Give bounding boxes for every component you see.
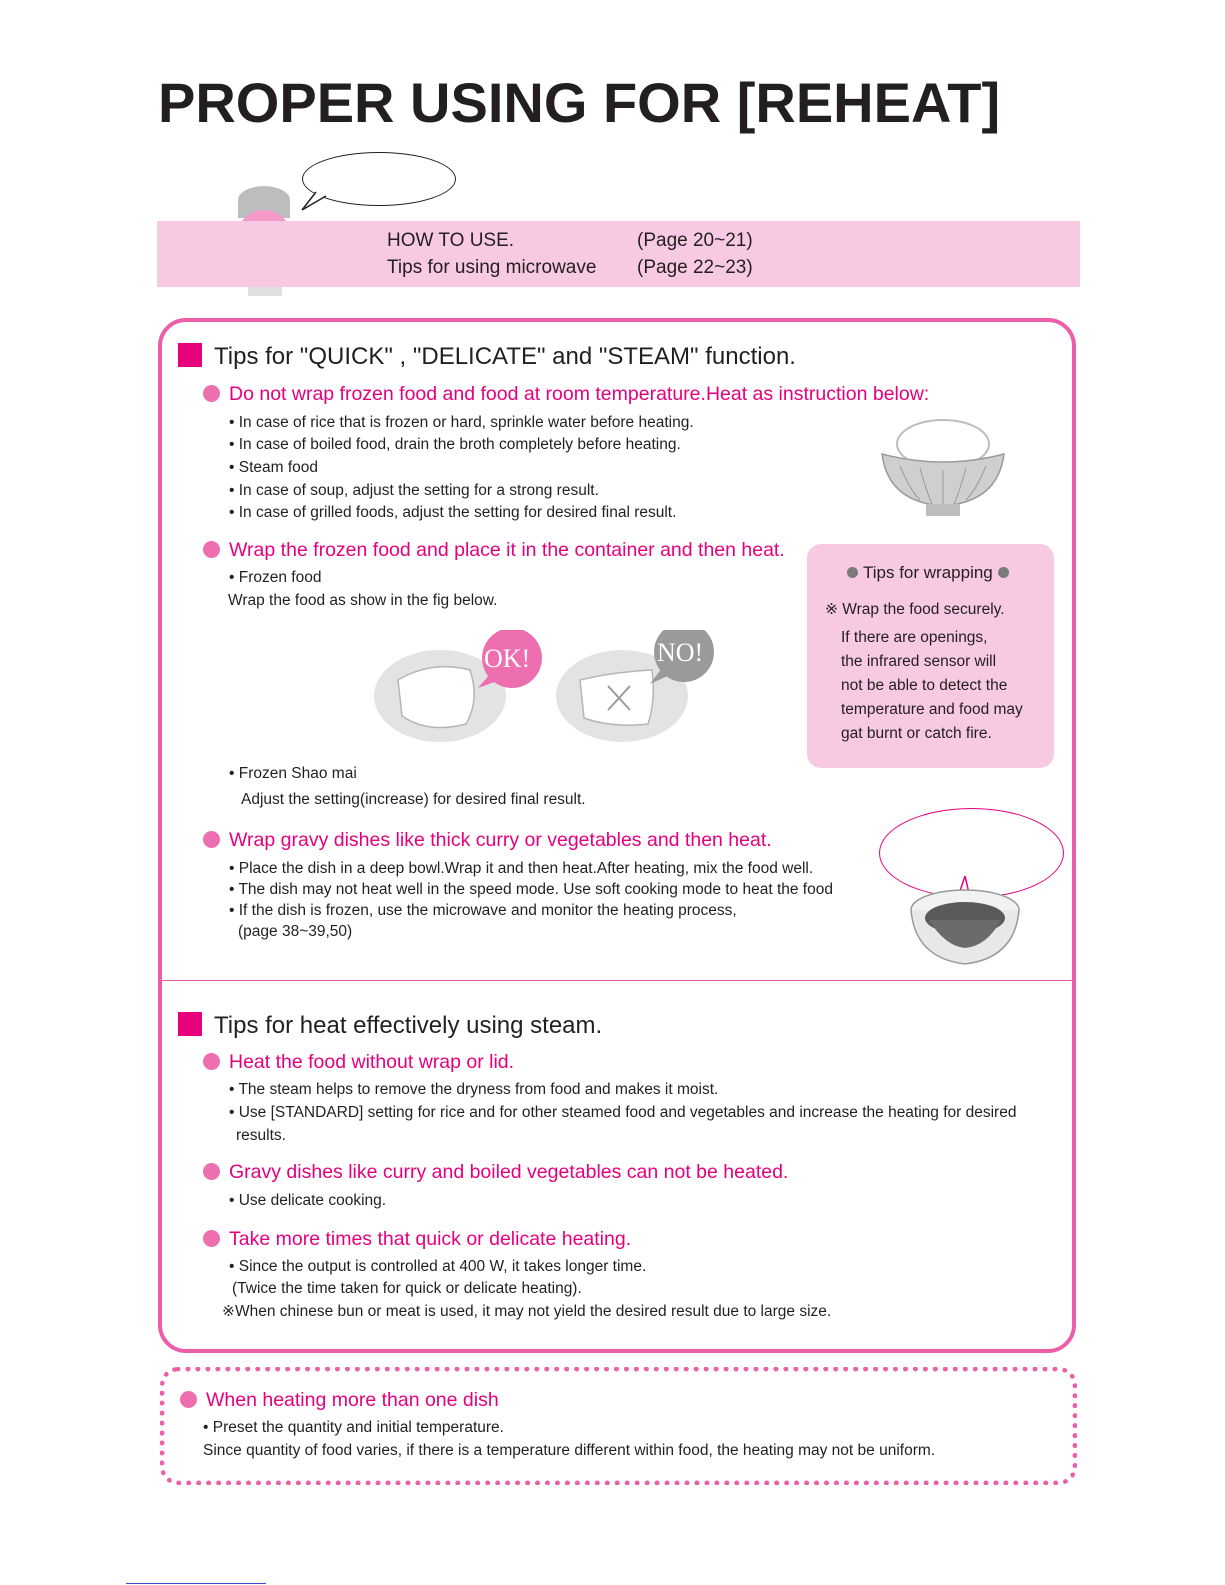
- subsection-heading: [203, 383, 929, 406]
- list-item-note: (page 38~39,50): [238, 923, 353, 940]
- gravy-bowl-illustration: [905, 876, 1030, 972]
- list-item-note: ※When chinese bun or meat is used, it may not yield the desired result due to large size.: [222, 1303, 832, 1320]
- section-heading-text: Tips for "QUICK" , "DELICATE" and "STEAM" function.: [214, 343, 796, 370]
- list-item: • The dish may not heat well in the speed mode. Use soft cooking mode to heat the food: [229, 881, 833, 898]
- reference-label: Tips for using microwave: [387, 257, 597, 278]
- subsection-heading: [203, 829, 772, 852]
- reference-band: [157, 221, 1080, 287]
- section-heading: [178, 1012, 602, 1040]
- bubble-tail: [300, 186, 330, 212]
- circle-bullet-icon: [203, 1230, 220, 1247]
- circle-bullet-icon: [180, 1391, 197, 1408]
- subsection-heading-text: Take more times that quick or delicate heating.: [229, 1228, 632, 1250]
- subsection-heading: [203, 1228, 631, 1251]
- wrapping-tips-title-text: Tips for wrapping: [863, 563, 993, 582]
- list-item: • In case of rice that is frozen or hard, sprinkle water before heating.: [229, 414, 694, 431]
- wrapping-tips-title: [842, 563, 1014, 583]
- subsection-heading: [180, 1389, 499, 1412]
- no-label: NO!: [657, 638, 704, 667]
- list-item: • If the dish is frozen, use the microwave and monitor the heating process,: [229, 902, 737, 919]
- reference-label: HOW TO USE.: [387, 230, 515, 251]
- circle-bullet-icon: [203, 831, 220, 848]
- list-item-note: Wrap the food as show in the fig below.: [228, 592, 498, 609]
- gray-dot-icon: [998, 567, 1009, 578]
- subsection-heading-text: Heat the food without wrap or lid.: [229, 1051, 515, 1073]
- list-item: • Use delicate cooking.: [229, 1192, 387, 1209]
- reference-page: (Page 20~21): [637, 230, 753, 251]
- wrapping-tip-line: If there are openings,: [841, 629, 988, 646]
- list-item-note: Adjust the setting(increase) for desired final result.: [241, 791, 586, 808]
- subsection-heading: [203, 539, 785, 562]
- circle-bullet-icon: [203, 1053, 220, 1070]
- ok-label: OK!: [484, 644, 531, 673]
- list-item-note: results.: [236, 1127, 286, 1144]
- subsection-heading-text: Wrap the frozen food and place it in the container and then heat.: [229, 539, 785, 561]
- list-item-note: Since quantity of food varies, if there is a temperature different within food, the heating may not be uniform.: [203, 1442, 936, 1459]
- wrapping-tip-line: not be able to detect the: [841, 677, 1008, 694]
- circle-bullet-icon: [203, 1163, 220, 1180]
- list-item: • Frozen food: [229, 569, 322, 586]
- list-item: • Since the output is controlled at 400 W, it takes longer time.: [229, 1258, 647, 1275]
- subsection-heading-text: When heating more than one dish: [206, 1389, 499, 1411]
- subsection-heading: [203, 1051, 514, 1074]
- subsection-heading-text: Gravy dishes like curry and boiled vegetables can not be heated.: [229, 1161, 789, 1183]
- section-heading: [178, 343, 796, 371]
- circle-bullet-icon: [203, 541, 220, 558]
- list-item: • The steam helps to remove the dryness from food and makes it moist.: [229, 1081, 719, 1098]
- list-item: • Steam food: [229, 459, 319, 476]
- section-divider: [162, 980, 1074, 981]
- list-item: • Place the dish in a deep bowl.Wrap it and then heat.After heating, mix the food well.: [229, 860, 814, 877]
- list-item: • In case of boiled food, drain the broth completely before heating.: [229, 436, 681, 453]
- subsection-heading-text: Wrap gravy dishes like thick curry or vegetables and then heat.: [229, 829, 772, 851]
- list-item: • Use [STANDARD] setting for rice and for other steamed food and vegetables and increase the heating for desired: [229, 1104, 1017, 1121]
- rice-bowl-illustration: [880, 410, 1006, 520]
- wrapping-tip-line: the infrared sensor will: [841, 653, 997, 670]
- reference-page: (Page 22~23): [637, 257, 753, 278]
- wrapping-tip-main: ※ Wrap the food securely.: [825, 601, 1005, 618]
- list-item: • Frozen Shao mai: [229, 765, 357, 782]
- gray-dot-icon: [847, 567, 858, 578]
- wrapping-tip-line: gat burnt or catch fire.: [841, 725, 992, 742]
- square-bullet-icon: [178, 1012, 202, 1036]
- circle-bullet-icon: [203, 385, 220, 402]
- section-heading-text: Tips for heat effectively using steam.: [214, 1012, 603, 1039]
- wrapping-tip-line: temperature and food may: [841, 701, 1023, 718]
- subsection-heading: [203, 1161, 788, 1184]
- page-title: PROPER USING FOR [REHEAT]: [158, 71, 1001, 134]
- list-item-note: (Twice the time taken for quick or delicate heating).: [232, 1280, 582, 1297]
- footer-link-line: [126, 1583, 266, 1584]
- list-item: • In case of soup, adjust the setting for a strong result.: [229, 482, 599, 499]
- square-bullet-icon: [178, 343, 202, 367]
- subsection-heading-text: Do not wrap frozen food and food at room temperature.Heat as instruction below:: [229, 383, 930, 405]
- list-item: • Preset the quantity and initial temperature.: [203, 1419, 504, 1436]
- list-item: • In case of grilled foods, adjust the setting for desired final result.: [229, 504, 677, 521]
